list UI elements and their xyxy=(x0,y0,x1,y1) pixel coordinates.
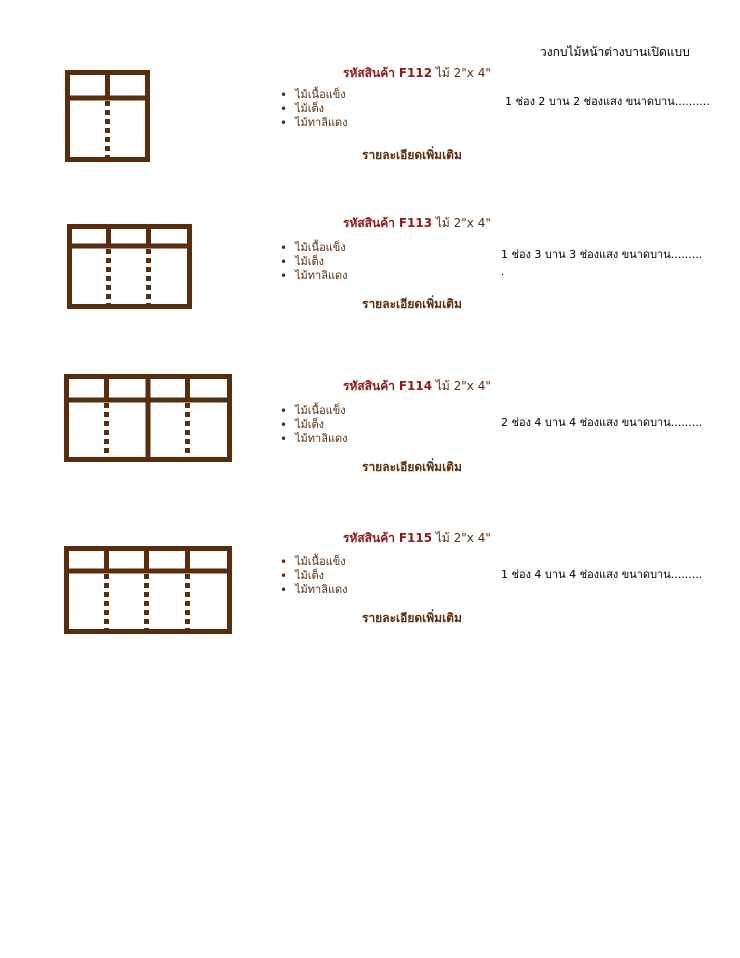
spec-text: 1 ช่อง 3 บาน 3 ช่องแสง ขนาดบาน......... xyxy=(501,248,703,261)
feature-item: • ไม้เนื้อแข็ง xyxy=(280,404,348,418)
feature-item: • ไม้เต็ง xyxy=(280,102,348,116)
feature-list xyxy=(280,241,348,283)
code-value: F115 xyxy=(398,531,433,545)
feature-item: • ไม้เนื้อแข็ง xyxy=(280,88,348,102)
window-frame-diagram-f113 xyxy=(64,222,194,310)
feature-item: • ไม้เต็ง xyxy=(280,569,348,583)
feature-item: • ไม้ทาลิแดง xyxy=(280,583,348,597)
wood-spec: ไม้ 2"x 4" xyxy=(435,66,491,80)
feature-item: • ไม้เต็ง xyxy=(280,255,348,269)
feature-item: • ไม้เต็ง xyxy=(280,418,348,432)
feature-item: • ไม้ทาลิแดง xyxy=(280,116,348,130)
product-f113 xyxy=(0,214,740,364)
product-f115 xyxy=(0,529,740,679)
code-label: รหัสสินค้า xyxy=(343,66,395,80)
code-value: F114 xyxy=(398,379,433,393)
feature-item: • ไม้เนื้อแข็ง xyxy=(280,241,348,255)
spec-note: . xyxy=(501,267,505,278)
window-frame-diagram-f114 xyxy=(63,373,233,463)
product-code-line xyxy=(343,529,491,548)
code-label: รหัสสินค้า xyxy=(343,531,395,545)
code-label: รหัสสินค้า xyxy=(343,379,395,393)
code-value: F112 xyxy=(398,66,433,80)
spec-text: 1 ช่อง 2 บาน 2 ช่องแสง ขนาดบาน.......... xyxy=(505,95,710,108)
feature-list xyxy=(280,88,348,130)
wood-spec: ไม้ 2"x 4" xyxy=(435,216,491,230)
details-link[interactable]: รายละเอียดเพิ่มเติม xyxy=(362,148,462,162)
window-frame-diagram-f112 xyxy=(64,69,152,167)
spec-text: 1 ช่อง 4 บาน 4 ช่องแสง ขนาดบาน......... xyxy=(501,568,703,581)
spec-text: 2 ช่อง 4 บาน 4 ช่องแสง ขนาดบาน......... xyxy=(501,416,703,429)
product-f114 xyxy=(0,377,740,527)
feature-list xyxy=(280,404,348,446)
page-title: วงกบไม้หน้าต่างบานเปิดแบบ xyxy=(540,45,690,59)
window-frame-diagram-f115 xyxy=(63,545,233,635)
wood-spec: ไม้ 2"x 4" xyxy=(435,531,491,545)
wood-spec: ไม้ 2"x 4" xyxy=(435,379,491,393)
product-code-line xyxy=(343,377,491,396)
feature-list xyxy=(280,555,348,597)
feature-item: • ไม้เนื้อแข็ง xyxy=(280,555,348,569)
product-code-line xyxy=(343,64,491,83)
details-link[interactable]: รายละเอียดเพิ่มเติม xyxy=(362,460,462,474)
code-label: รหัสสินค้า xyxy=(343,216,395,230)
product-code-line xyxy=(343,214,491,233)
details-link[interactable]: รายละเอียดเพิ่มเติม xyxy=(362,611,462,625)
details-link[interactable]: รายละเอียดเพิ่มเติม xyxy=(362,297,462,311)
feature-item: • ไม้ทาลิแดง xyxy=(280,432,348,446)
product-f112 xyxy=(0,64,740,214)
code-value: F113 xyxy=(398,216,433,230)
feature-item: • ไม้ทาลิแดง xyxy=(280,269,348,283)
